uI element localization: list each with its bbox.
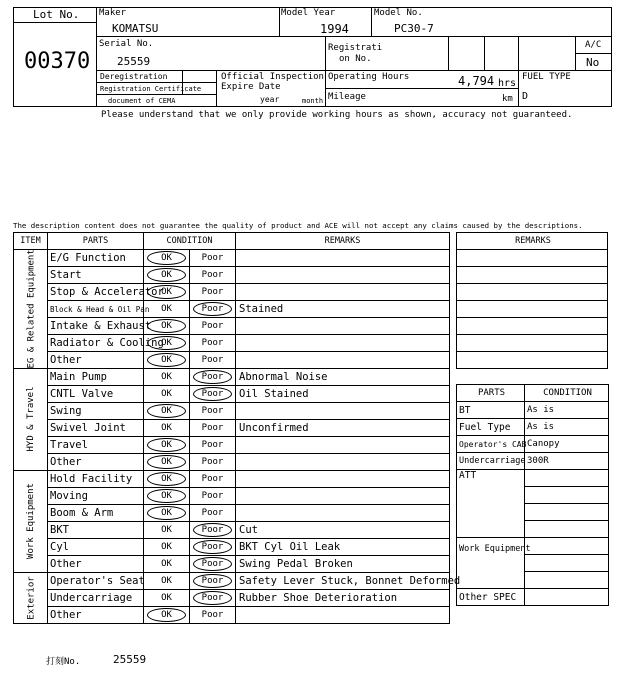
checklist-row xyxy=(14,471,450,488)
part-name: Travel xyxy=(48,437,144,454)
remark xyxy=(236,607,450,624)
condition-ok: OK xyxy=(144,522,190,539)
checklist-row xyxy=(14,437,450,454)
remark: Rubber Shoe Deterioration xyxy=(236,590,450,607)
side-remarks-row xyxy=(457,318,608,335)
inspection-label-2: Expire Date xyxy=(221,82,281,92)
side-parts-row xyxy=(457,402,609,419)
checklist-row xyxy=(14,590,450,607)
part-name: Moving xyxy=(48,488,144,505)
remark xyxy=(236,403,450,420)
checklist-row xyxy=(14,335,450,352)
remark: Oil Stained xyxy=(236,386,450,403)
group-label-cell xyxy=(14,369,48,471)
remark xyxy=(236,471,450,488)
model-no-value: PC30-7 xyxy=(394,22,434,35)
checklist-row xyxy=(14,522,450,539)
condition-ok: OK xyxy=(144,386,190,403)
group-label: HYD & Travel xyxy=(26,386,36,452)
maker-label: Maker xyxy=(99,8,127,18)
side-remarks-row xyxy=(457,301,608,318)
hrs-label: hrs xyxy=(498,78,517,89)
side-part-label: Operator's CAB xyxy=(457,436,525,453)
checklist-row xyxy=(14,556,450,573)
operating-hours-label: Operating Hours xyxy=(328,72,410,82)
checklist-row xyxy=(14,454,450,471)
part-name: Cyl xyxy=(48,539,144,556)
condition-ok: OK xyxy=(144,352,190,369)
part-name: Other xyxy=(48,556,144,573)
maker-value: KOMATSU xyxy=(112,22,159,35)
condition-header: CONDITION xyxy=(144,233,236,250)
condition-ok: OK xyxy=(144,539,190,556)
condition-poor: Poor xyxy=(190,522,236,539)
checklist-row xyxy=(14,267,450,284)
condition-ok: OK xyxy=(144,335,190,352)
side-part-condition: As is xyxy=(525,402,609,419)
condition-poor: Poor xyxy=(190,488,236,505)
fuel-type-label: FUEL TYPE xyxy=(522,72,571,82)
remark xyxy=(236,488,450,505)
checklist-row xyxy=(14,403,450,420)
condition-ok: OK xyxy=(144,573,190,590)
remark: BKT Cyl Oil Leak xyxy=(236,539,450,556)
condition-ok: OK xyxy=(144,437,190,454)
condition-poor: Poor xyxy=(190,590,236,607)
mileage-label: Mileage xyxy=(328,92,366,102)
side-parts-row xyxy=(457,453,609,470)
group-label-cell xyxy=(14,250,48,369)
checklist-row xyxy=(14,488,450,505)
condition-poor: Poor xyxy=(190,505,236,522)
fuel-type-value: D xyxy=(522,91,529,102)
checklist-row xyxy=(14,607,450,624)
condition-checklist xyxy=(13,232,461,624)
remark xyxy=(236,250,450,267)
remark xyxy=(236,352,450,369)
part-name: Start xyxy=(48,267,144,284)
side-parts-row xyxy=(457,419,609,436)
condition-ok: OK xyxy=(144,267,190,284)
remark: Swing Pedal Broken xyxy=(236,556,450,573)
checklist-row xyxy=(14,352,450,369)
remark: Abnormal Noise xyxy=(236,369,450,386)
remark: Safety Lever Stuck, Bonnet Deformed xyxy=(236,573,450,590)
condition-poor: Poor xyxy=(190,607,236,624)
part-name: Operator's Seat xyxy=(48,573,144,590)
operating-hours-value: 4,794 xyxy=(458,74,495,88)
model-year-value: 1994 xyxy=(320,22,349,36)
condition-poor: Poor xyxy=(190,454,236,471)
condition-poor: Poor xyxy=(190,573,236,590)
side-remarks-header: REMARKS xyxy=(457,233,608,250)
side-part-label: BT xyxy=(457,402,525,419)
side-part-condition: 300R xyxy=(525,453,609,470)
side-part-condition: Canopy xyxy=(525,436,609,453)
remark: Stained xyxy=(236,301,450,318)
group-label-cell xyxy=(14,471,48,573)
condition-ok: OK xyxy=(144,318,190,335)
remark xyxy=(236,454,450,471)
part-name: Hold Facility xyxy=(48,471,144,488)
condition-ok: OK xyxy=(144,250,190,267)
part-name: Undercarriage xyxy=(48,590,144,607)
remark xyxy=(236,267,450,284)
condition-poor: Poor xyxy=(190,250,236,267)
part-name: Radiator & Cooling xyxy=(48,335,144,352)
condition-poor: Poor xyxy=(190,301,236,318)
ac-label: A/C xyxy=(585,40,602,50)
month-label: month xyxy=(302,97,324,105)
remarks-header: REMARKS xyxy=(236,233,450,250)
condition-poor: Poor xyxy=(190,471,236,488)
condition-poor: Poor xyxy=(190,318,236,335)
side-remarks-row xyxy=(457,352,608,369)
part-name: Other xyxy=(48,454,144,471)
side-condition-header: CONDITION xyxy=(525,385,609,402)
checklist-row xyxy=(14,539,450,556)
remark: Cut xyxy=(236,522,450,539)
remark xyxy=(236,505,450,522)
checklist-row xyxy=(14,420,450,437)
condition-ok: OK xyxy=(144,488,190,505)
remark xyxy=(236,335,450,352)
item-header: ITEM xyxy=(14,233,48,250)
condition-ok: OK xyxy=(144,471,190,488)
side-remarks-table xyxy=(456,232,608,369)
condition-ok: OK xyxy=(144,420,190,437)
side-part-condition: As is xyxy=(525,419,609,436)
part-name: Stop & Accelerator xyxy=(48,284,144,301)
side-parts-table xyxy=(456,384,609,606)
parts-header: PARTS xyxy=(48,233,144,250)
document-cema-label: document of CEMA xyxy=(108,97,176,105)
att-label: ATT xyxy=(457,470,525,538)
km-label: km xyxy=(502,94,513,104)
checklist-row xyxy=(14,284,450,301)
side-remarks-row xyxy=(457,250,608,267)
inspection-label: Official Inspection xyxy=(221,72,324,82)
condition-poor: Poor xyxy=(190,369,236,386)
condition-poor: Poor xyxy=(190,437,236,454)
model-no-label: Model No. xyxy=(374,8,423,18)
stamp-value: 25559 xyxy=(113,653,147,666)
checklist-row xyxy=(14,250,450,267)
side-remarks-row xyxy=(457,267,608,284)
lot-number: 00370 xyxy=(24,49,91,74)
part-name: BKT xyxy=(48,522,144,539)
stamp-label: 打刻No. xyxy=(46,657,81,667)
checklist-row xyxy=(14,318,450,335)
side-parts-header: PARTS xyxy=(457,385,525,402)
checklist-row xyxy=(14,301,450,318)
condition-ok: OK xyxy=(144,607,190,624)
year-label: year xyxy=(260,95,280,104)
side-part-label: Undercarriage xyxy=(457,453,525,470)
remark xyxy=(236,437,450,454)
part-name: Block & Head & Oil Pan xyxy=(48,301,144,318)
remark xyxy=(236,318,450,335)
condition-ok: OK xyxy=(144,284,190,301)
remark: Unconfirmed xyxy=(236,420,450,437)
ac-value: No xyxy=(586,56,600,69)
side-remarks-row xyxy=(457,335,608,352)
part-name: Swivel Joint xyxy=(48,420,144,437)
deregistration-label: Deregistration xyxy=(100,72,168,81)
condition-poor: Poor xyxy=(190,284,236,301)
checklist-row xyxy=(14,573,450,590)
condition-poor: Poor xyxy=(190,403,236,420)
part-name: CNTL Valve xyxy=(48,386,144,403)
part-name: E/G Function xyxy=(48,250,144,267)
condition-ok: OK xyxy=(144,403,190,420)
condition-ok: OK xyxy=(144,369,190,386)
work-equipment-label: Work Equipment xyxy=(457,538,525,589)
part-name: Swing xyxy=(48,403,144,420)
part-name: Other xyxy=(48,607,144,624)
other-spec-label: Other SPEC xyxy=(457,589,525,606)
group-label: EG & Related Equipment xyxy=(26,248,36,368)
part-name: Intake & Exhaust xyxy=(48,318,144,335)
serial-label: Serial No. xyxy=(99,39,154,49)
condition-poor: Poor xyxy=(190,556,236,573)
checklist-row xyxy=(14,369,450,386)
serial-value: 25559 xyxy=(117,55,151,68)
part-name: Other xyxy=(48,352,144,369)
condition-poor: Poor xyxy=(190,420,236,437)
description-disclaimer: The description content does not guarantee the quality of product and ACE will not accept any claims caused by the descriptions. xyxy=(13,221,583,230)
condition-poor: Poor xyxy=(190,335,236,352)
group-label-cell xyxy=(14,573,48,624)
condition-ok: OK xyxy=(144,301,190,318)
registration-label-2: on No. xyxy=(339,54,372,64)
part-name: Boom & Arm xyxy=(48,505,144,522)
checklist-row xyxy=(14,505,450,522)
condition-poor: Poor xyxy=(190,352,236,369)
checklist-row xyxy=(14,386,450,403)
registration-label: Registrati xyxy=(328,43,383,53)
group-label: Exterior xyxy=(26,575,36,620)
side-remarks-row xyxy=(457,284,608,301)
condition-poor: Poor xyxy=(190,386,236,403)
condition-ok: OK xyxy=(144,505,190,522)
condition-ok: OK xyxy=(144,556,190,573)
part-name: Main Pump xyxy=(48,369,144,386)
side-part-label: Fuel Type xyxy=(457,419,525,436)
condition-ok: OK xyxy=(144,590,190,607)
lot-label: Lot No. xyxy=(33,8,80,21)
condition-poor: Poor xyxy=(190,267,236,284)
condition-poor: Poor xyxy=(190,539,236,556)
remark xyxy=(236,284,450,301)
group-label: Work Equipment xyxy=(26,483,36,559)
registration-certificate-label: Registration Certificate xyxy=(100,85,202,93)
condition-ok: OK xyxy=(144,454,190,471)
model-year-label: Model Year xyxy=(281,8,336,18)
side-parts-row xyxy=(457,436,609,453)
checklist-header-row xyxy=(14,233,450,250)
hours-disclaimer: Please understand that we only provide working hours as shown, accuracy not guaranteed. xyxy=(101,110,573,120)
